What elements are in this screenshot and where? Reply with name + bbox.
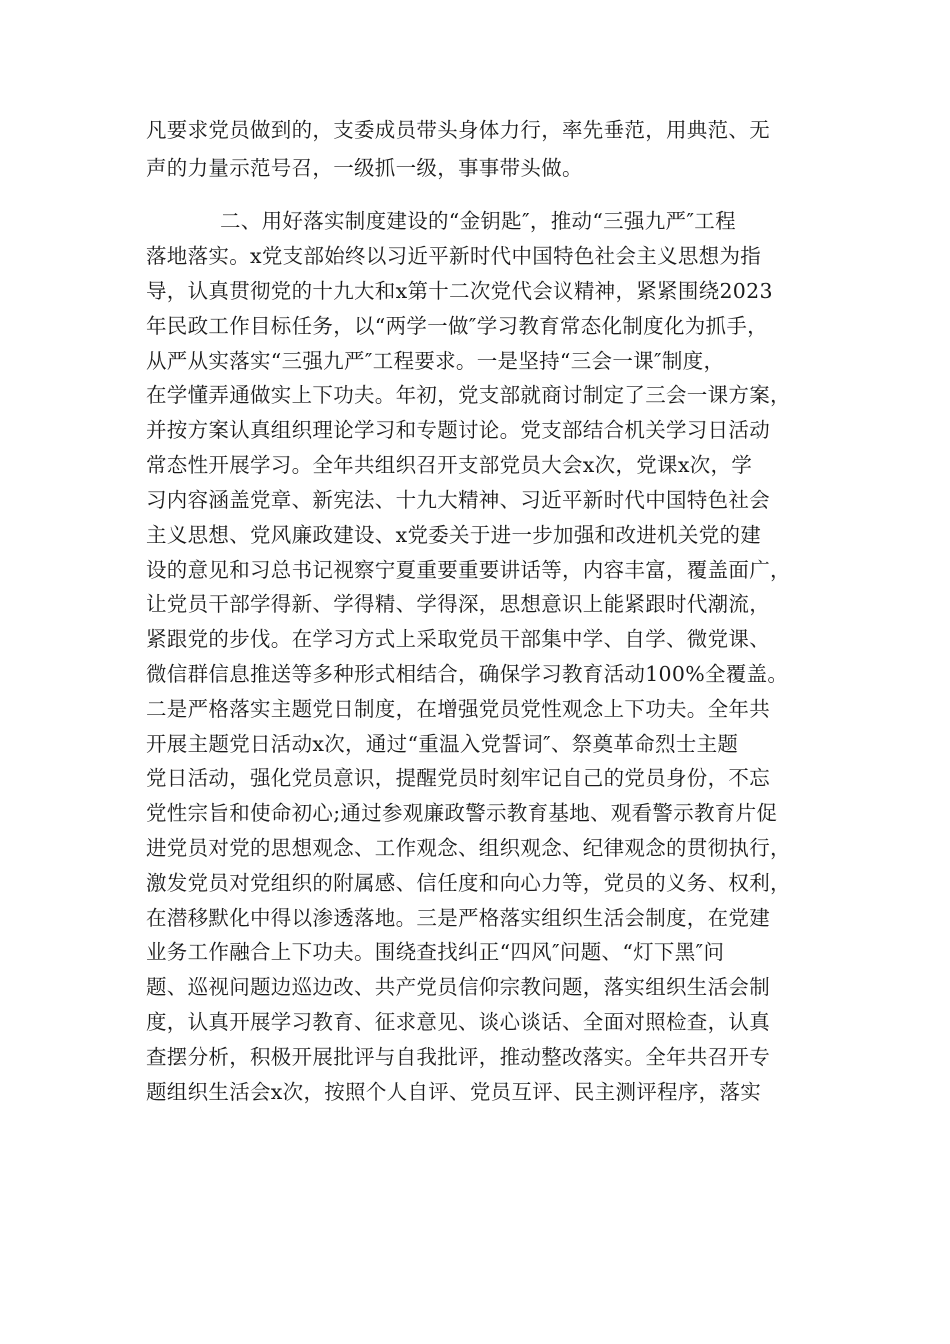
text-line: 主义思想、党风廉政建设、x党委关于进一步加强和改进机关党的建 bbox=[146, 523, 762, 547]
text-line: 紧跟党的步伐。在学习方式上采取党员干部集中学、自学、微党课、 bbox=[146, 627, 770, 651]
text-line: 二是严格落实主题党日制度，在增强党员党性观念上下功夫。全年共 bbox=[146, 697, 770, 721]
text-line: 激发党员对党组织的附属感、信任度和向心力等，党员的义务、权利， bbox=[146, 871, 791, 895]
text-line: 声的力量示范号召，一级抓一级，事事带头做。 bbox=[146, 156, 583, 180]
text-line: 微信群信息推送等多种形式相结合，确保学习教育活动100%全覆盖。 bbox=[146, 662, 789, 686]
text-line: 凡要求党员做到的，支委成员带头身体力行，率先垂范，用典范、无 bbox=[146, 118, 770, 142]
text-line: 从严从实落实“三强九严″工程要求。一是坚持“三会一课″制度， bbox=[146, 349, 725, 373]
text-line: 设的意见和习总书记视察宁夏重要重要讲话等，内容丰富，覆盖面广， bbox=[146, 558, 791, 582]
text-line: 度，认真开展学习教育、征求意见、谈心谈话、全面对照检查，认真 bbox=[146, 1010, 770, 1034]
text-line: 进党员对党的思想观念、工作观念、组织观念、纪律观念的贯彻执行， bbox=[146, 836, 791, 860]
text-line: 在学懂弄通做实上下功夫。年初，党支部就商讨制定了三会一课方案， bbox=[146, 383, 791, 407]
text-line: 党日活动，强化党员意识，提醒党员时刻牢记自己的党员身份，不忘 bbox=[146, 766, 770, 790]
text-line: 让党员干部学得新、学得精、学得深，思想意识上能紧跟时代潮流， bbox=[146, 592, 770, 616]
text-line: 年民政工作目标任务，以“两学一做″学习教育常态化制度化为抓手， bbox=[146, 314, 768, 338]
text-line: 开展主题党日活动x次，通过“重温入党誓词″、祭奠革命烈士主题 bbox=[146, 732, 739, 756]
text-line: 习内容涵盖党章、新宪法、十九大精神、习近平新时代中国特色社会 bbox=[146, 488, 770, 512]
text-line: 业务工作融合上下功夫。围绕查找纠正“四风″问题、“灯下黑″问 bbox=[146, 940, 725, 964]
text-line: 党性宗旨和使命初心;通过参观廉政警示教育基地、观看警示教育片促 bbox=[146, 801, 778, 825]
text-line: 导，认真贯彻党的十九大和x第十二次党代会议精神，紧紧围绕2023 bbox=[146, 279, 773, 303]
text-line: 在潜移默化中得以渗透落地。三是严格落实组织生活会制度，在党建 bbox=[146, 906, 770, 930]
paragraph-heading-line: 二、用好落实制度建设的“金钥匙″，推动“三强九严″工程 bbox=[220, 209, 736, 233]
text-line: 落地落实。x党支部始终以习近平新时代中国特色社会主义思想为指 bbox=[146, 244, 762, 268]
text-line: 题组织生活会x次，按照个人自评、党员互评、民主测评程序，落实 bbox=[146, 1080, 762, 1104]
text-line: 并按方案认真组织理论学习和专题讨论。党支部结合机关学习日活动 bbox=[146, 418, 770, 442]
text-line: 常态性开展学习。全年共组织召开支部党员大会x次，党课x次，学 bbox=[146, 453, 753, 477]
text-line: 题、巡视问题边巡边改、共产党员信仰宗教问题，落实组织生活会制 bbox=[146, 975, 770, 999]
text-line: 查摆分析，积极开展批评与自我批评，推动整改落实。全年共召开专 bbox=[146, 1045, 770, 1069]
